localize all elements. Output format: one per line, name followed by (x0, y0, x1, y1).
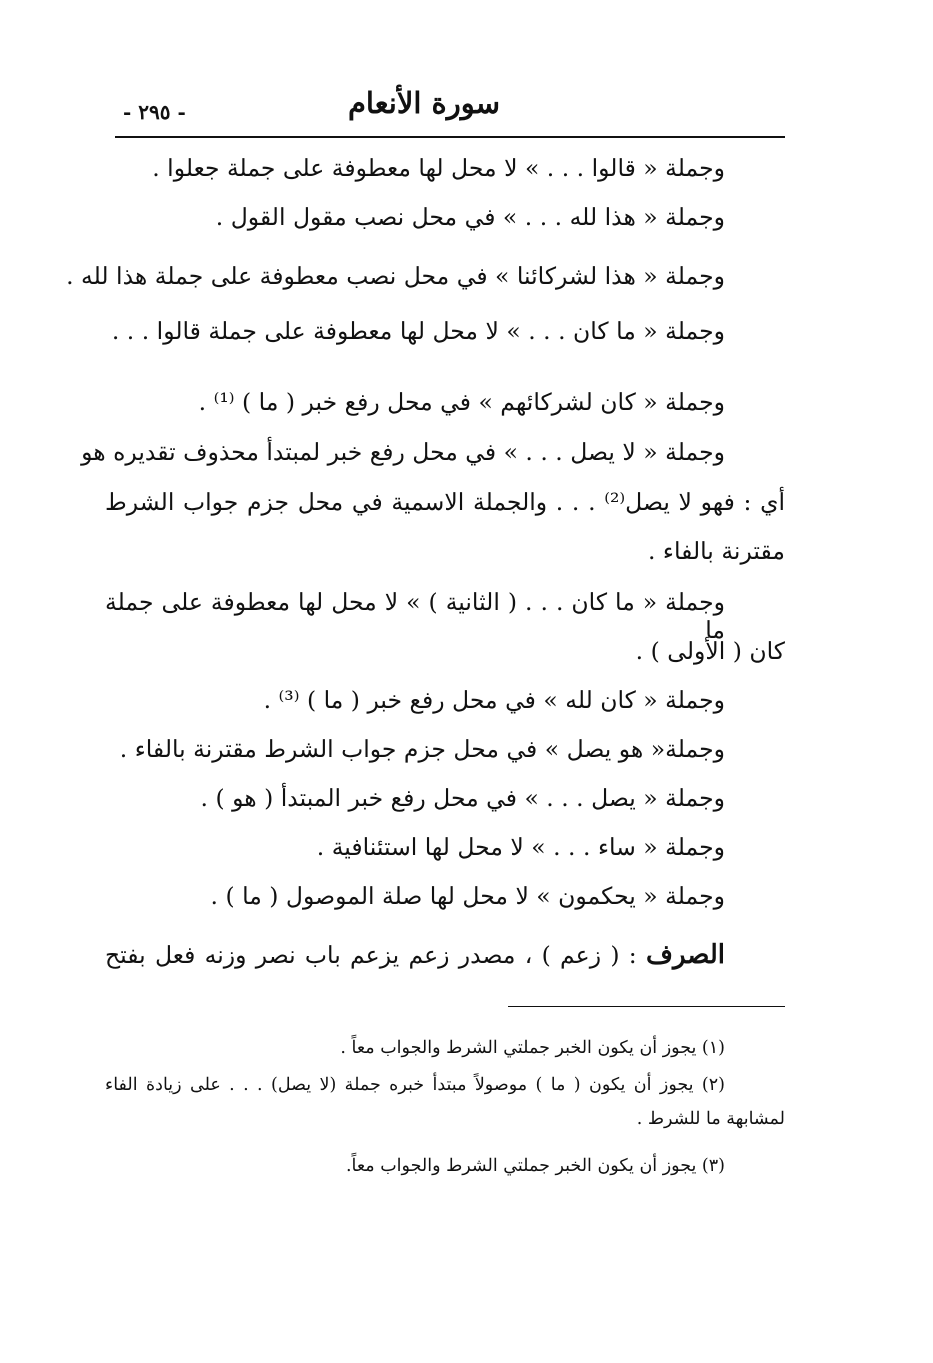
footnote-rule (508, 1006, 785, 1007)
text-line: وجملة « كان لله » في محل رفع خبر ( ما ) ⁽³⁾ . (263, 686, 725, 714)
page-number: - ٢٩٥ - (123, 100, 186, 124)
text-line: مقترنة بالفاء . (647, 537, 785, 565)
sarf-line (105, 940, 725, 971)
text-line: وجملة « ما كان . . . ( الثانية ) » لا محل لها معطوفة على جملة ما (105, 588, 725, 645)
footnote: (٣) يجوز أن يكون الخبر جملتي الشرط والجواب معاً. (345, 1156, 725, 1176)
text-line: وجملة « ساء . . . » لا محل لها استئنافية . (316, 833, 725, 861)
text-line: وجملة « هذا لله . . . » في محل نصب مقول القول . (215, 203, 725, 231)
footnote: (١) يجوز أن يكون الخبر جملتي الشرط والجواب معاً . (340, 1038, 725, 1058)
text-line: كان ( الأولى ) . (635, 637, 785, 665)
text-line: أي : فهو لا يصل⁽²⁾ . . . والجملة الاسمية في محل جزم جواب الشرط (105, 488, 785, 516)
page-header (115, 86, 785, 132)
sarf-text: : ( زعم ) ، مصدر زعم يزعم باب نصر وزنه فعل بفتح (105, 941, 637, 969)
text-line: وجملة « هذا لشركائنا » في محل نصب معطوفة على جملة هذا لله . (66, 262, 725, 290)
footnote: (٢) يجوز أن يكون ( ما ) موصولاً مبتدأ خبره جملة (لا يصل) . . . على زيادة الفاء (105, 1075, 725, 1095)
sarf-label: الصرف (646, 940, 725, 970)
text-line: وجملة « لا يصل . . . » في محل رفع خبر لمبتدأ محذوف تقديره هو (81, 438, 725, 466)
text-line: وجملة « يصل . . . » في محل رفع خبر المبتدأ ( هو ) . (200, 784, 725, 812)
text-line: وجملة « ما كان . . . » لا محل لها معطوفة على جملة قالوا . . . (111, 317, 725, 345)
text-line: وجملة « قالوا . . . » لا محل لها معطوفة على جملة جعلوا . (152, 154, 725, 182)
text-line: وجملة « كان لشركائهم » في محل رفع خبر ( ما ) ⁽¹⁾ . (198, 388, 725, 416)
text-line: وجملة« هو يصل » في محل جزم جواب الشرط مقترنة بالفاء . (119, 735, 725, 763)
text-line: وجملة « يحكمون » لا محل لها صلة الموصول ( ما ) . (210, 882, 725, 910)
surah-title: سورة الأنعام (347, 86, 500, 120)
footnote: لمشابهة ما للشرط . (636, 1109, 785, 1129)
header-rule (115, 136, 785, 138)
